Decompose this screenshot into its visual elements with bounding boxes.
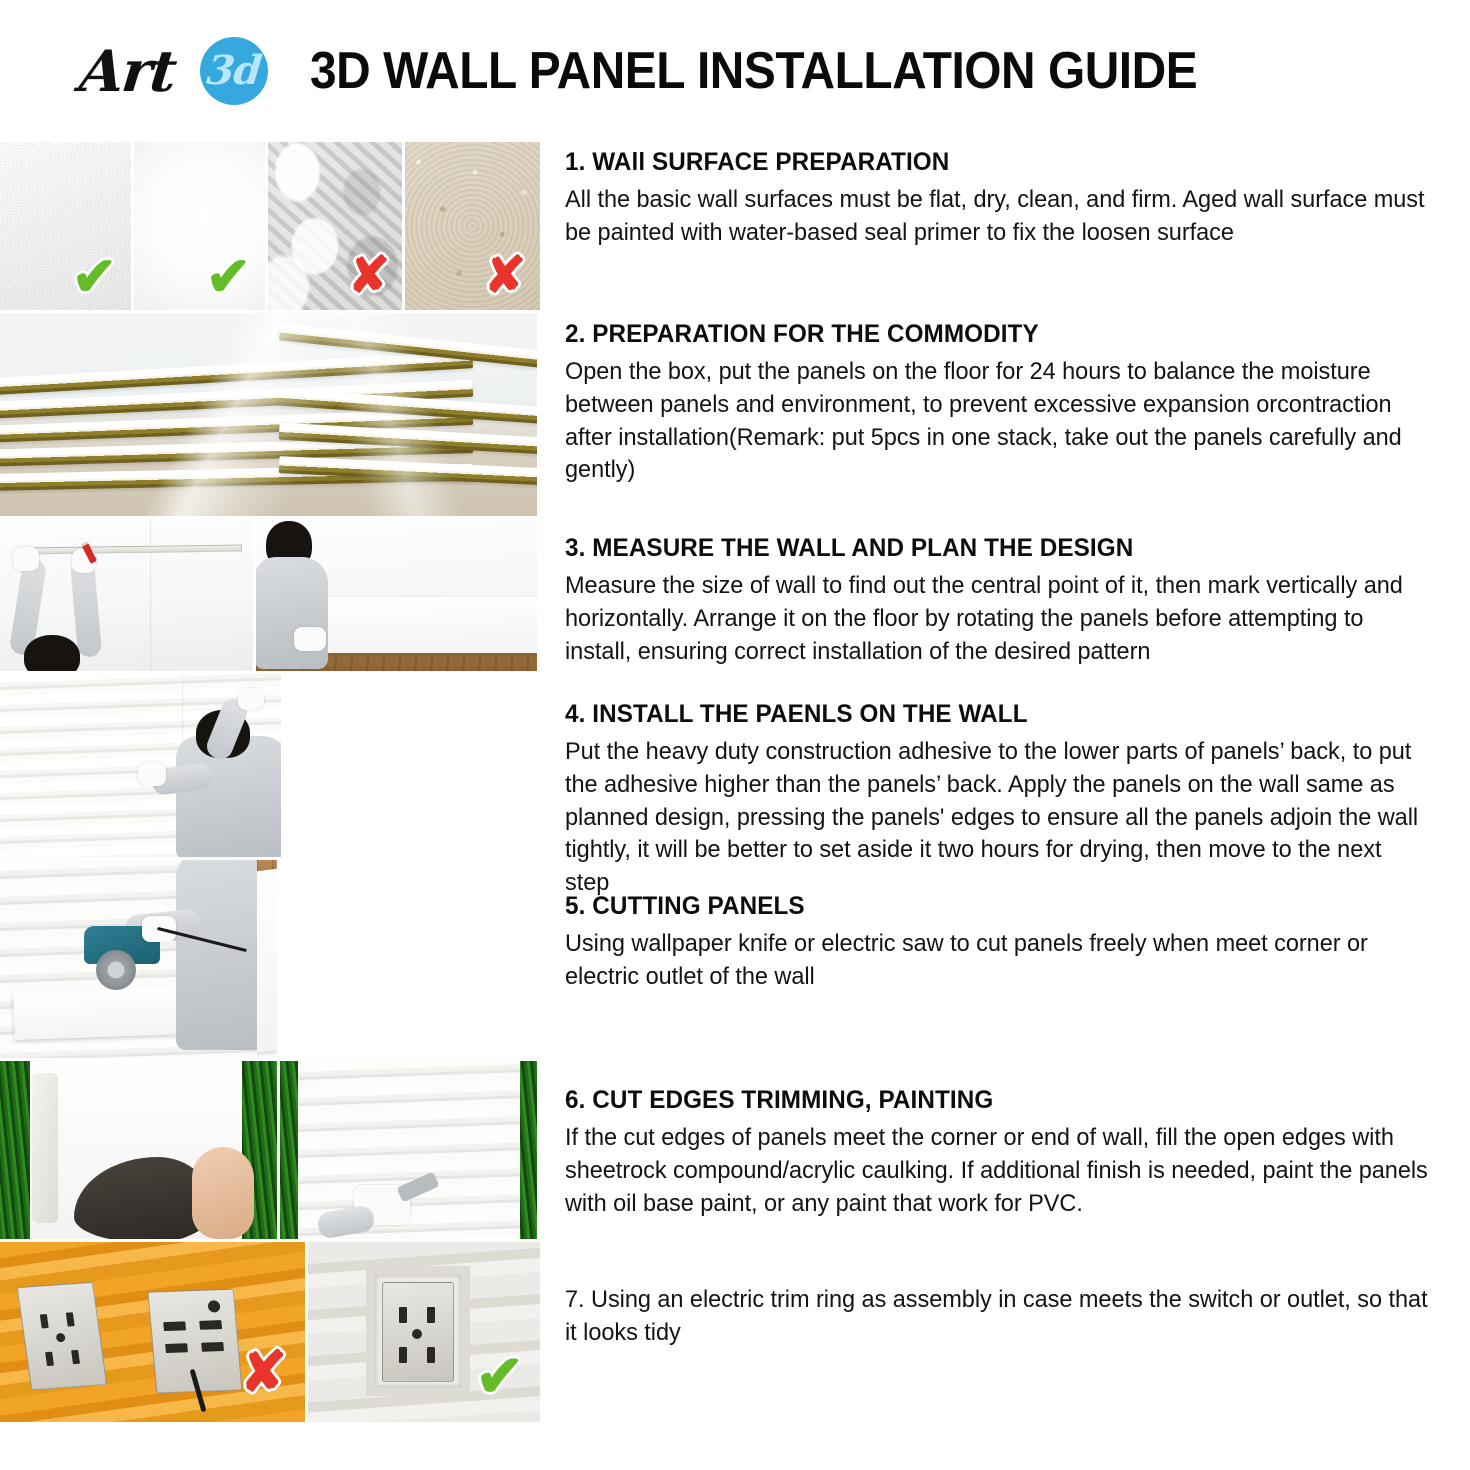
section-1-body: All the basic wall surfaces must be flat, dry, clean, and firm. Aged wall surface must be painted with water-based seal primer to fix the loosen surface xyxy=(565,186,1425,246)
figure-row-measure-plan xyxy=(0,519,540,671)
section-5 xyxy=(565,892,1465,994)
cross-icon: ✘ xyxy=(348,247,390,303)
section-6-heading: 6. CUT EDGES TRIMMING, PAINTING xyxy=(565,1086,994,1114)
photo-electric-saw-cutting xyxy=(0,860,257,1058)
photo-stucco-textured-wall xyxy=(405,142,540,310)
page-title: 3D WALL PANEL INSTALLATION GUIDE xyxy=(310,42,1198,100)
page-header xyxy=(0,0,1470,142)
section-4 xyxy=(565,700,1465,900)
check-icon: ✔ xyxy=(205,247,251,307)
figure-row-cutting xyxy=(0,860,540,1058)
logo-circle-icon xyxy=(200,37,268,105)
photo-flat-white-wall xyxy=(134,142,265,310)
art3d-logo xyxy=(76,31,270,111)
figure-row-panel-stack xyxy=(0,313,540,516)
cross-icon: ✘ xyxy=(484,247,526,303)
photo-smoothing-edge xyxy=(280,1061,537,1239)
photo-smooth-painted-wall xyxy=(0,142,131,310)
section-2 xyxy=(565,320,1465,487)
photo-measuring-wall xyxy=(0,519,253,671)
logo-wordmark: Art xyxy=(76,37,179,105)
section-3-body: Measure the size of wall to find out the central point of it, then mark vertically and horizontally. Arrange it on the floor by rotating the panels before attempting to install, ensuring correct installation of the desired pattern xyxy=(565,572,1403,665)
check-icon: ✔ xyxy=(71,247,117,307)
photo-stacked-panels xyxy=(0,313,537,516)
figure-column xyxy=(0,142,540,1470)
section-6-body: If the cut edges of panels meet the corner or end of wall, fill the open edges with sheetrock compound/acrylic caulking. If additional finish is needed, paint the panels with oil base paint, or any paint that work for PVC. xyxy=(565,1124,1428,1217)
figure-row-outlets xyxy=(0,1242,540,1422)
section-3 xyxy=(565,534,1465,668)
photo-arranging-panels xyxy=(256,519,537,671)
photo-installing-wave-panel xyxy=(0,674,281,857)
photo-outlets-protruding xyxy=(0,1242,305,1422)
check-icon: ✔ xyxy=(475,1344,524,1409)
section-2-body: Open the box, put the panels on the floor for 24 hours to balance the moisture between panels and environment, to prevent excessive expansion orcontraction after installation(Remark: put 5pcs in one stack, take out the panels carefully and gently) xyxy=(565,358,1402,484)
cross-icon: ✘ xyxy=(240,1340,287,1403)
figure-row-wall-samples xyxy=(0,142,540,310)
figure-row-install xyxy=(0,674,540,857)
section-3-heading: 3. MEASURE THE WALL AND PLAN THE DESIGN xyxy=(565,534,1134,562)
section-7 xyxy=(565,1284,1465,1350)
section-4-body: Put the heavy duty construction adhesive to the lower parts of panels’ back, to put the adhesive higher than the panels’ back. Apply the panels on the wall same as planned design, pressing the panels' edges to ensure all the panels adjoin the wall tightly, it will be better to set aside it two hours for drying, then move to the next step xyxy=(565,738,1419,897)
section-2-heading: 2. PREPARATION FOR THE COMMODITY xyxy=(565,320,1039,348)
logo-3d-text: 3d xyxy=(204,47,264,94)
instructions-column xyxy=(565,142,1470,1470)
section-1-heading: 1. WAll SURFACE PREPARATION xyxy=(565,148,950,176)
photo-rough-plaster-wall xyxy=(268,142,402,310)
photo-outlet-with-trim-ring xyxy=(308,1242,540,1422)
section-5-heading: 5. CUTTING PANELS xyxy=(565,892,805,920)
section-1 xyxy=(565,148,1465,250)
section-7-body: 7. Using an electric trim ring as assembly in case meets the switch or outlet, so that it looks tidy xyxy=(565,1286,1428,1346)
figure-row-trim-paint xyxy=(0,1061,540,1239)
photo-filling-open-edge xyxy=(0,1061,277,1239)
section-5-body: Using wallpaper knife or electric saw to cut panels freely when meet corner or electric outlet of the wall xyxy=(565,930,1368,990)
section-4-heading: 4. INSTALL THE PAENLS ON THE WALL xyxy=(565,700,1028,728)
section-6 xyxy=(565,1086,1465,1220)
